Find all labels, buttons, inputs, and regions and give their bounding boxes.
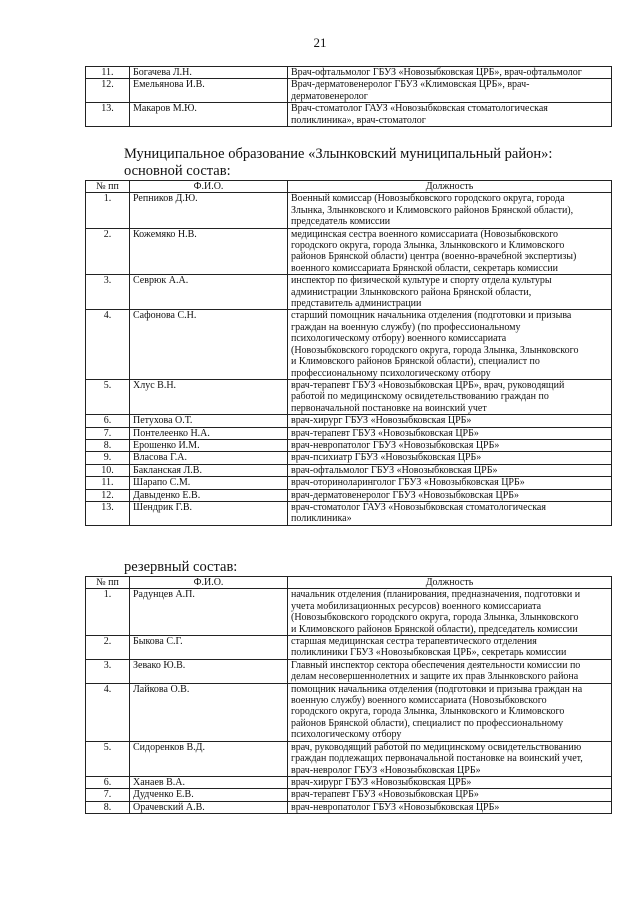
- person-position: [288, 79, 612, 103]
- table-row: [86, 501, 612, 525]
- row-number: 4.: [86, 683, 130, 741]
- position-line: врач-невропатолог ГБУЗ «Новозыбковская ЦРБ»: [291, 801, 500, 813]
- person-name: Кожемяко Н.В.: [130, 228, 288, 275]
- person-position: [288, 636, 612, 660]
- table-row: [86, 776, 612, 788]
- position-line: (Новозыбковского городского округа, города Злынка, Злынковского: [291, 344, 579, 356]
- position-line: граждан подлежащих первоначальной постановке на воинский учет,: [291, 753, 583, 765]
- position-line: (Новозыбковского городского округа, города Злынка, Злынковского: [291, 612, 579, 624]
- position-line: Военный комиссар (Новозыбковского городского округа, города: [291, 193, 565, 205]
- table-row: [86, 659, 612, 683]
- position-line: врач-офтальмолог ГБУЗ «Новозыбковская ЦРБ»: [291, 464, 498, 476]
- page-number: 21: [313, 35, 327, 50]
- person-position: [288, 789, 612, 801]
- position-line: районов Брянской области), специалист по профессиональному: [291, 717, 564, 729]
- position-line: дерматовенеролог: [291, 90, 368, 102]
- position-line: старшая медицинская сестра терапевтического отделения: [291, 636, 537, 648]
- person-position: [288, 427, 612, 439]
- position-line: врач-оториноларинголог ГБУЗ «Новозыбковская ЦРБ»: [291, 477, 525, 489]
- position-line: психологическому отбору: [291, 729, 402, 741]
- row-number: 7.: [86, 789, 130, 801]
- person-name: Сафонова С.Н.: [130, 310, 288, 379]
- position-line: Злынка, Злынковского и Климовского районов Брянской области),: [291, 204, 574, 216]
- person-position: [288, 659, 612, 683]
- person-name: Богачева Л.Н.: [130, 67, 288, 79]
- person-position: [288, 379, 612, 414]
- row-number: 2.: [86, 228, 130, 275]
- person-position: [288, 67, 612, 79]
- header-name: Ф.И.О.: [130, 577, 288, 589]
- table-row: [86, 589, 612, 636]
- table-row: [86, 683, 612, 741]
- person-position: [288, 741, 612, 776]
- row-number: 13.: [86, 501, 130, 525]
- position-line: инспектор по физической культуре и спорту отдела культуры: [291, 275, 552, 287]
- person-position: [288, 501, 612, 525]
- person-position: [288, 415, 612, 427]
- position-line: председатель комиссии: [291, 216, 391, 228]
- row-number: 3.: [86, 275, 130, 310]
- row-number: 11.: [86, 477, 130, 489]
- position-line: военную службу) военного комиссариата (Новозыбковского: [291, 695, 547, 707]
- table-row: [86, 489, 612, 501]
- table-row: [86, 415, 612, 427]
- position-line: психологическому отбору) военного комиссариата: [291, 333, 507, 345]
- row-number: 5.: [86, 741, 130, 776]
- person-name: Бакланская Л.В.: [130, 464, 288, 476]
- position-line: врач-невропатолог ГБУЗ «Новозыбковская ЦРБ»: [291, 439, 500, 451]
- position-line: медицинская сестра военного комиссариата (Новозыбковского: [291, 228, 559, 240]
- table-row: [86, 477, 612, 489]
- table-row: [86, 379, 612, 414]
- row-number: 12.: [86, 489, 130, 501]
- position-line: и Климовского районов Брянской области), специалист по: [291, 356, 540, 368]
- position-line: врач-хирург ГБУЗ «Новозыбковская ЦРБ»: [291, 415, 472, 427]
- table-row: [86, 103, 612, 127]
- header-num: № пп: [86, 181, 130, 193]
- row-number: 9.: [86, 452, 130, 464]
- person-position: [288, 310, 612, 379]
- person-position: [288, 228, 612, 275]
- position-line: врач-терапевт ГБУЗ «Новозыбковская ЦРБ»: [291, 789, 479, 801]
- person-position: [288, 439, 612, 451]
- position-line: Врач-дерматовенеролог ГБУЗ «Климовская ЦРБ», врач-: [291, 79, 530, 91]
- table-row: [86, 452, 612, 464]
- row-number: 4.: [86, 310, 130, 379]
- person-position: [288, 801, 612, 813]
- position-line: помощник начальника отделения (подготовки и призыва граждан на: [291, 683, 583, 695]
- row-number: 6.: [86, 776, 130, 788]
- position-line: граждан на военную службу) (по профессиональному: [291, 321, 521, 333]
- position-line: военного комиссариата Брянской области, секретарь комиссии: [291, 262, 558, 274]
- main-composition-label: основной состав:: [124, 163, 231, 179]
- position-line: начальник отделения (планирования, предназначения, подготовки и: [291, 589, 581, 601]
- row-number: 11.: [86, 67, 130, 79]
- position-line: Врач-офтальмолог ГБУЗ «Новозыбковская ЦРБ», врач-офтальмолог: [291, 67, 582, 78]
- position-line: городского округа, города Злынка, Злынковского и Климовского: [291, 706, 565, 718]
- table-header-row: [86, 181, 612, 193]
- header-position: Должность: [288, 181, 612, 193]
- person-name: Быкова С.Г.: [130, 636, 288, 660]
- person-position: [288, 275, 612, 310]
- person-position: [288, 589, 612, 636]
- person-name: Макаров М.Ю.: [130, 103, 288, 127]
- table-row: [86, 67, 612, 79]
- row-number: 3.: [86, 659, 130, 683]
- position-line: врач-терапевт ГБУЗ «Новозыбковская ЦРБ»: [291, 427, 479, 439]
- position-line: поликлиники ГБУЗ «Новозыбковская ЦРБ», секретарь комиссии: [291, 647, 567, 659]
- table-row: [86, 228, 612, 275]
- person-name: Орачевский А.В.: [130, 801, 288, 813]
- person-position: [288, 477, 612, 489]
- position-line: врач-хирург ГБУЗ «Новозыбковская ЦРБ»: [291, 776, 472, 788]
- position-line: районов Брянской области) центра (военно-врачебной экспертизы): [291, 251, 577, 263]
- position-line: и Климовского районов Брянской области), председатель комиссии: [291, 623, 578, 635]
- person-name: Хлус В.Н.: [130, 379, 288, 414]
- person-name: Емельянова И.В.: [130, 79, 288, 103]
- person-name: Шарапо С.М.: [130, 477, 288, 489]
- position-line: врач, руководящий работой по медицинскому освидетельствованию: [291, 741, 582, 753]
- person-position: [288, 683, 612, 741]
- person-position: [288, 193, 612, 228]
- table-row: [86, 636, 612, 660]
- table-row: [86, 464, 612, 476]
- row-number: 1.: [86, 193, 130, 228]
- person-name: Понтелеенко Н.А.: [130, 427, 288, 439]
- section-title: Муниципальное образование «Злынковский муниципальный район»:: [124, 146, 553, 162]
- person-name: Ханаев В.А.: [130, 776, 288, 788]
- person-name: Репников Д.Ю.: [130, 193, 288, 228]
- row-number: 8.: [86, 801, 130, 813]
- table-row: [86, 275, 612, 310]
- position-line: врач-психиатр ГБУЗ «Новозыбковская ЦРБ»: [291, 452, 482, 464]
- position-line: работой по медицинскому освидетельствованию граждан по: [291, 391, 549, 403]
- position-line: учета мобилизационных ресурсов) военного комиссариата: [291, 600, 542, 612]
- position-line: Врач-стоматолог ГАУЗ «Новозыбковская стоматологическая: [291, 103, 548, 115]
- row-number: 1.: [86, 589, 130, 636]
- table-row: [86, 310, 612, 379]
- person-name: Петухова О.Т.: [130, 415, 288, 427]
- table-row: [86, 801, 612, 813]
- person-position: [288, 103, 612, 127]
- person-name: Шендрик Г.В.: [130, 501, 288, 525]
- row-number: 12.: [86, 79, 130, 103]
- table-top-continuation: [85, 66, 612, 127]
- position-line: первоначальной постановке на воинский учет: [291, 402, 487, 414]
- person-name: Власова Г.А.: [130, 452, 288, 464]
- table-row: [86, 741, 612, 776]
- reserve-composition-table: [85, 576, 612, 814]
- position-line: врач-невролог ГБУЗ «Новозыбковская ЦРБ»: [291, 764, 481, 776]
- person-position: [288, 464, 612, 476]
- header-name: Ф.И.О.: [130, 181, 288, 193]
- person-position: [288, 776, 612, 788]
- position-line: старший помощник начальника отделения (подготовки и призыва: [291, 310, 572, 322]
- person-position: [288, 452, 612, 464]
- position-line: городского округа, города Злынка, Злынковского и Климовского: [291, 240, 565, 252]
- table-row: [86, 193, 612, 228]
- position-line: администрации Злынковского района Брянской области,: [291, 286, 532, 298]
- row-number: 13.: [86, 103, 130, 127]
- header-position: Должность: [288, 577, 612, 589]
- person-position: [288, 489, 612, 501]
- position-line: профессиональному психологическому отбору: [291, 367, 491, 379]
- person-name: Радунцев А.П.: [130, 589, 288, 636]
- table-header-row: [86, 577, 612, 589]
- main-composition-table: [85, 180, 612, 526]
- position-line: врач-стоматолог ГАУЗ «Новозыбковская стоматологическая: [291, 501, 546, 513]
- person-name: Сидоренков В.Д.: [130, 741, 288, 776]
- person-name: Дудченко Е.В.: [130, 789, 288, 801]
- table-row: [86, 439, 612, 451]
- position-line: поликлиника»: [291, 513, 352, 525]
- table-row: [86, 427, 612, 439]
- table-row: [86, 789, 612, 801]
- person-name: Лайкова О.В.: [130, 683, 288, 741]
- position-line: делам несовершеннолетних и защите их прав Злынковского района: [291, 671, 579, 683]
- person-name: Ерошенко И.М.: [130, 439, 288, 451]
- position-line: представитель администрации: [291, 298, 422, 310]
- position-line: Главный инспектор сектора обеспечения деятельности комиссии по: [291, 659, 581, 671]
- reserve-composition-label: резервный состав:: [124, 559, 238, 575]
- row-number: 5.: [86, 379, 130, 414]
- header-num: № пп: [86, 577, 130, 589]
- person-name: Севрюк А.А.: [130, 275, 288, 310]
- row-number: 10.: [86, 464, 130, 476]
- table-row: [86, 79, 612, 103]
- row-number: 6.: [86, 415, 130, 427]
- person-name: Зевако Ю.В.: [130, 659, 288, 683]
- row-number: 7.: [86, 427, 130, 439]
- row-number: 2.: [86, 636, 130, 660]
- row-number: 8.: [86, 439, 130, 451]
- position-line: врач-дерматовенеролог ГБУЗ «Новозыбковская ЦРБ»: [291, 489, 520, 501]
- person-name: Давыденко Е.В.: [130, 489, 288, 501]
- position-line: поликлиника», врач-стоматолог: [291, 114, 426, 126]
- position-line: врач-терапевт ГБУЗ «Новозыбковская ЦРБ», врач, руководящий: [291, 379, 565, 391]
